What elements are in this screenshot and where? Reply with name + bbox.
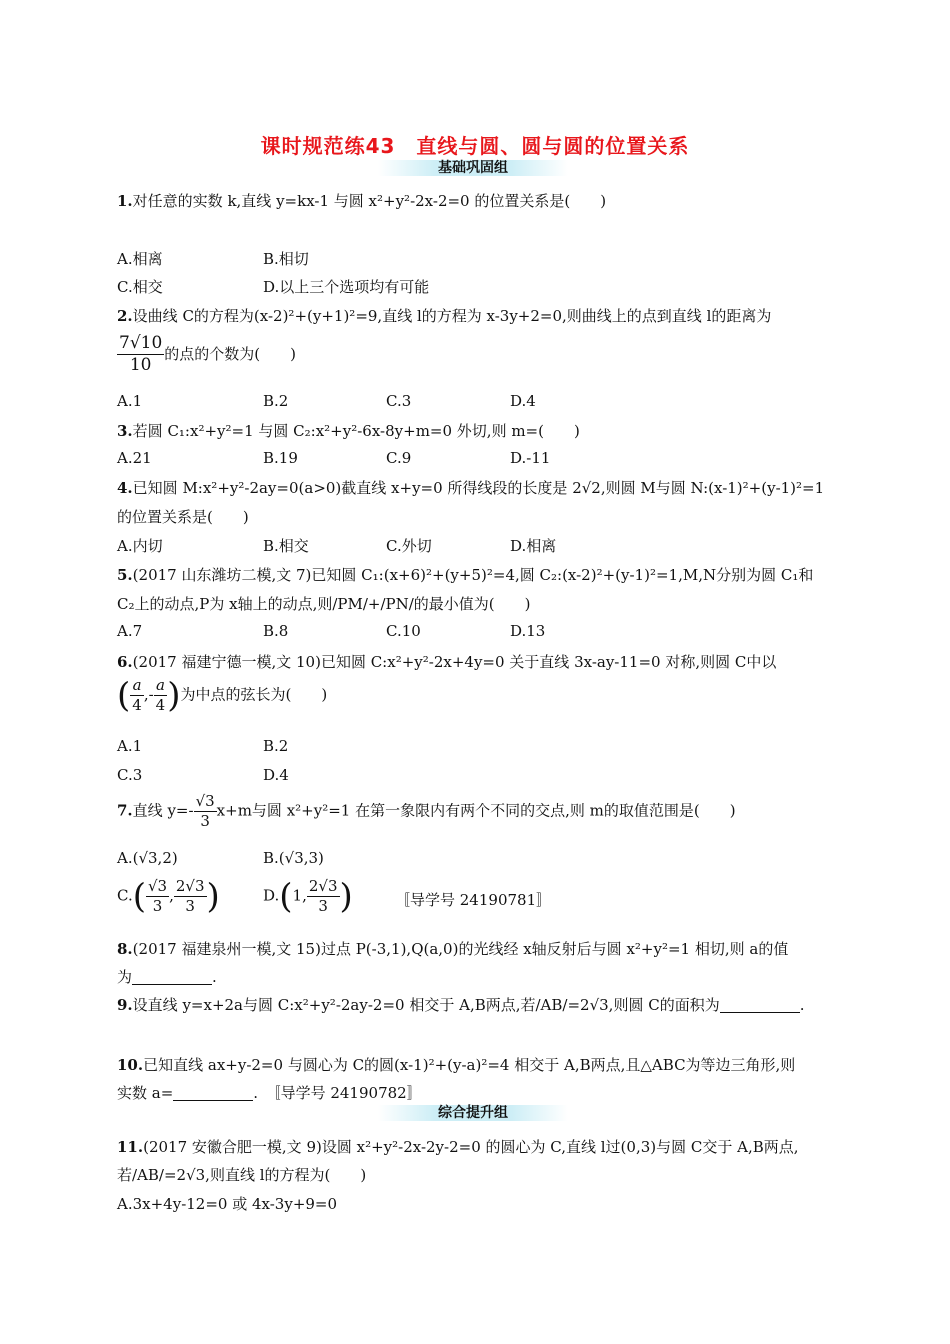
fraction-numerator: a bbox=[154, 676, 168, 696]
option-c: C.10 bbox=[386, 622, 421, 640]
option-a: A.(√3,2) bbox=[117, 849, 178, 867]
fraction-numerator: 2√3 bbox=[175, 877, 205, 895]
page-title: 课时规范练43 直线与圆、圆与圆的位置关系 bbox=[260, 134, 690, 158]
period: . bbox=[253, 1084, 259, 1102]
question-11 bbox=[117, 1136, 799, 1157]
question-text: (2017 福建宁德一模,文 10)已知圆 C:x²+y²-2x+4y=0 关于直线 3x-ay-11=0 对称,则圆 C中以 bbox=[132, 653, 777, 671]
left-paren: ( bbox=[117, 675, 131, 716]
left-paren: ( bbox=[132, 876, 146, 917]
option-d: D.13 bbox=[510, 622, 546, 640]
question-number: 9. bbox=[117, 996, 133, 1014]
fraction-denominator: 3 bbox=[185, 896, 195, 915]
option-a: A.内切 bbox=[117, 537, 163, 555]
comma: , bbox=[169, 886, 174, 905]
period: . bbox=[799, 996, 805, 1014]
question-number: 5. bbox=[117, 566, 133, 584]
fraction-denominator: 3 bbox=[200, 811, 210, 830]
option-a: A.1 bbox=[117, 392, 143, 410]
right-paren: ) bbox=[167, 675, 181, 716]
question-4-line2: 的位置关系是( ) bbox=[117, 508, 249, 526]
question-number: 2. bbox=[117, 307, 133, 325]
fraction-numerator: √3 bbox=[147, 877, 168, 895]
fraction-denominator: 3 bbox=[318, 896, 328, 915]
question-text: 为 bbox=[117, 968, 133, 986]
option-c: C.3 bbox=[117, 766, 143, 784]
option-d: D.4 bbox=[263, 766, 289, 784]
interval-left: 1, bbox=[292, 886, 307, 905]
question-text: 为中点的弦长为( ) bbox=[180, 685, 328, 704]
question-number: 6. bbox=[117, 653, 133, 671]
question-text: 已知圆 M:x²+y²-2ay=0(a>0)截直线 x+y=0 所得线段的长度是 2√2,则圆 M与圆 N:(x-1)²+(y-1)²=1 bbox=[132, 479, 825, 497]
option-a: A.1 bbox=[117, 737, 143, 755]
fraction bbox=[154, 676, 168, 715]
question-text: (2017 山东潍坊二模,文 7)已知圆 C₁:(x+6)²+(y+5)²=4,圆 C₂:(x-2)²+(y-1)²=1,M,N分别为圆 C₁和 bbox=[132, 566, 814, 584]
question-11-line2: 若/AB/=2√3,则直线 l的方程为( ) bbox=[117, 1166, 367, 1184]
question-number: 10. bbox=[117, 1056, 144, 1074]
answer-blank[interactable] bbox=[132, 970, 212, 985]
option-b: B.相切 bbox=[263, 250, 309, 268]
question-number: 4. bbox=[117, 479, 133, 497]
fraction-denominator: 3 bbox=[152, 896, 163, 915]
fraction bbox=[307, 877, 340, 916]
question-text: 实数 a= bbox=[117, 1084, 174, 1102]
option-d: D.-11 bbox=[510, 449, 551, 467]
question-2-line2 bbox=[117, 333, 296, 377]
section-header-basic: 基础巩固组 bbox=[378, 160, 568, 176]
option-c: C.外切 bbox=[386, 537, 432, 555]
left-paren: ( bbox=[279, 876, 293, 917]
fraction-denominator: 4 bbox=[132, 695, 142, 714]
answer-blank[interactable] bbox=[173, 1086, 253, 1101]
fraction-numerator: √3 bbox=[195, 792, 215, 810]
reference-number: 〚导学号 24190781〛 bbox=[395, 891, 552, 909]
option-a: A.21 bbox=[117, 449, 152, 467]
question-7 bbox=[117, 792, 736, 831]
question-8 bbox=[117, 938, 788, 959]
question-text: 直线 y=- bbox=[132, 801, 194, 820]
question-number: 1. bbox=[117, 192, 133, 210]
option-d: D.以上三个选项均有可能 bbox=[263, 278, 430, 296]
question-8-line2 bbox=[117, 966, 217, 987]
question-6-line2 bbox=[117, 676, 327, 715]
question-text: 设曲线 C的方程为(x-2)²+(y+1)²=9,直线 l的方程为 x-3y+2=0,则曲线上的点到直线 l的距离为 bbox=[132, 307, 772, 325]
fraction-denominator: 4 bbox=[155, 695, 166, 714]
fraction bbox=[146, 877, 169, 916]
section-header-advanced: 综合提升组 bbox=[378, 1105, 568, 1121]
answer-blank[interactable] bbox=[720, 998, 800, 1013]
fraction-numerator: 7√10 bbox=[117, 333, 164, 355]
fraction bbox=[174, 877, 207, 916]
question-number: 3. bbox=[117, 422, 133, 440]
question-text: x+m与圆 x²+y²=1 在第一象限内有两个不同的交点,则 m的取值范围是( ) bbox=[216, 801, 736, 820]
option-c: C.9 bbox=[386, 449, 412, 467]
comma-minus: ,- bbox=[143, 685, 154, 704]
question-number: 8. bbox=[117, 940, 133, 958]
question-3 bbox=[117, 420, 580, 441]
question-2 bbox=[117, 305, 771, 326]
question-10-line2 bbox=[117, 1082, 422, 1103]
option-c: C.相交 bbox=[117, 278, 163, 296]
option-b: B.8 bbox=[263, 622, 289, 640]
question-1 bbox=[117, 190, 606, 211]
fraction-denominator: 10 bbox=[129, 355, 152, 376]
fraction bbox=[130, 676, 144, 715]
option-b: B.(√3,3) bbox=[263, 849, 324, 867]
option-label: C. bbox=[117, 886, 133, 905]
question-text: 对任意的实数 k,直线 y=kx-1 与圆 x²+y²-2x-2=0 的位置关系是( ) bbox=[132, 192, 607, 210]
question-text: 若圆 C₁:x²+y²=1 与圆 C₂:x²+y²-6x-8y+m=0 外切,则 m=( ) bbox=[132, 422, 580, 440]
right-paren: ) bbox=[206, 876, 220, 917]
option-d bbox=[263, 877, 353, 916]
question-9 bbox=[117, 994, 804, 1015]
question-5-line2: C₂上的动点,P为 x轴上的动点,则/PM/+/PN/的最小值为( ) bbox=[117, 595, 531, 613]
question-text: 的点的个数为( ) bbox=[164, 344, 296, 363]
option-b: B.相交 bbox=[263, 537, 309, 555]
question-text: 设直线 y=x+2a与圆 C:x²+y²-2ay-2=0 相交于 A,B两点,若/AB/=2√3,则圆 C的面积为 bbox=[132, 996, 720, 1014]
option-c bbox=[117, 877, 220, 916]
option-c: C.3 bbox=[386, 392, 412, 410]
question-text: (2017 福建泉州一模,文 15)过点 P(-3,1),Q(a,0)的光线经 x轴反射后与圆 x²+y²=1 相切,则 a的值 bbox=[132, 940, 789, 958]
fraction-numerator: 2√3 bbox=[308, 877, 338, 895]
option-b: B.19 bbox=[263, 449, 298, 467]
question-5 bbox=[117, 564, 813, 585]
question-10 bbox=[117, 1054, 795, 1075]
option-a: A.3x+4y-12=0 或 4x-3y+9=0 bbox=[117, 1195, 338, 1213]
option-d: D.4 bbox=[510, 392, 536, 410]
question-number: 11. bbox=[117, 1138, 144, 1156]
question-4 bbox=[117, 477, 824, 498]
reference-number: 〚导学号 24190782〛 bbox=[273, 1084, 422, 1102]
fraction bbox=[194, 792, 217, 831]
question-6 bbox=[117, 651, 776, 672]
option-a: A.相离 bbox=[117, 250, 163, 268]
period: . bbox=[212, 968, 217, 986]
question-text: (2017 安徽合肥一模,文 9)设圆 x²+y²-2x-2y-2=0 的圆心为 C,直线 l过(0,3)与圆 C交于 A,B两点, bbox=[143, 1138, 799, 1156]
question-number: 7. bbox=[117, 801, 133, 820]
fraction bbox=[117, 333, 164, 377]
question-text: 已知直线 ax+y-2=0 与圆心为 C的圆(x-1)²+(y-a)²=4 相交于 A,B两点,且△ABC为等边三角形,则 bbox=[143, 1056, 796, 1074]
option-d: D.相离 bbox=[510, 537, 557, 555]
fraction-numerator: a bbox=[130, 676, 144, 696]
option-label: D. bbox=[263, 886, 280, 905]
right-paren: ) bbox=[339, 876, 353, 917]
option-b: B.2 bbox=[263, 737, 289, 755]
option-b: B.2 bbox=[263, 392, 289, 410]
option-a: A.7 bbox=[117, 622, 143, 640]
